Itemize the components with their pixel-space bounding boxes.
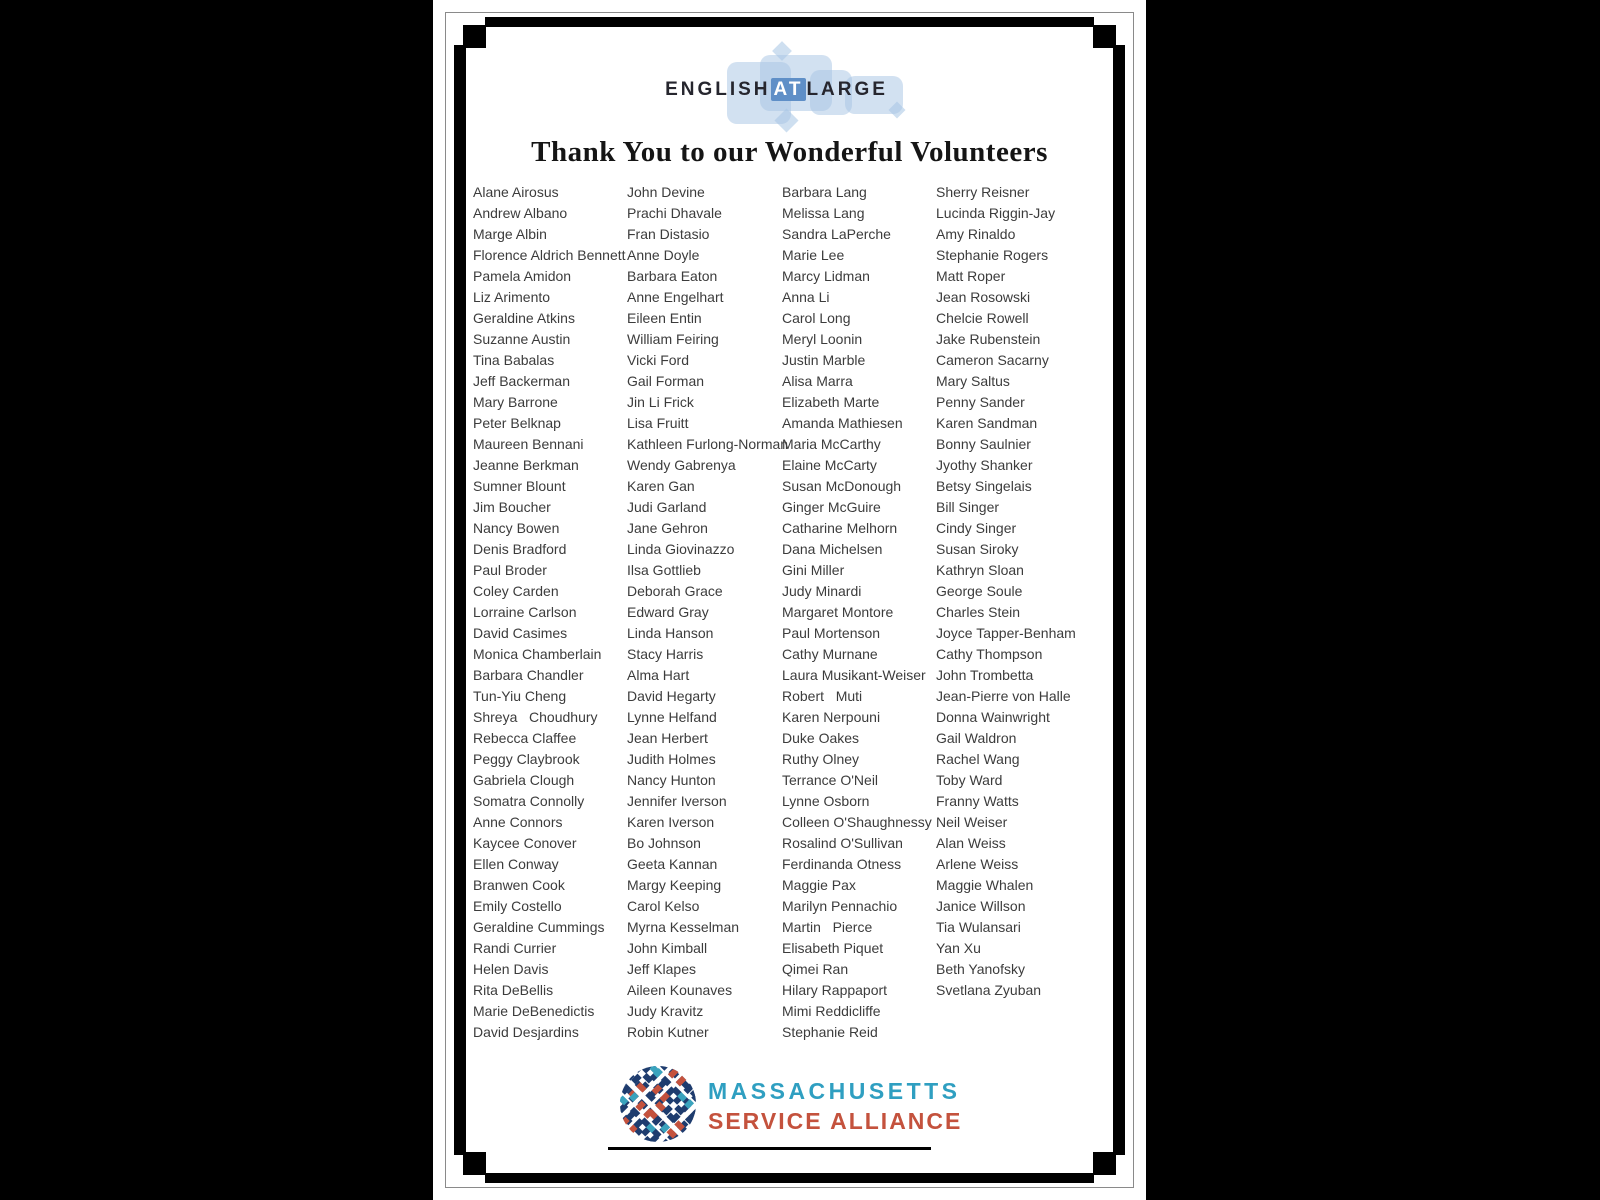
volunteer-name: Jean Herbert (627, 730, 708, 746)
volunteer-name: Nancy Hunton (627, 772, 716, 788)
volunteer-name: Yan Xu (936, 940, 981, 956)
volunteer-name: Ferdinanda Otness (782, 856, 902, 872)
volunteer-name: Tia Wulansari (936, 919, 1021, 935)
volunteer-name: Cameron Sacarny (936, 352, 1049, 368)
volunteer-name: Linda Giovinazzo (627, 541, 735, 557)
volunteer-name: Deborah Grace (627, 583, 723, 599)
volunteer-name: Coley Carden (473, 583, 559, 599)
volunteer-name: Liz Arimento (473, 289, 551, 305)
volunteer-name: Jake Rubenstein (936, 331, 1041, 347)
volunteer-name: Alane Airosus (473, 184, 559, 200)
volunteer-name: Jean-Pierre von Halle (936, 688, 1071, 704)
volunteer-name: Barbara Chandler (473, 667, 584, 683)
volunteer-name: Anne Connors (473, 814, 563, 830)
volunteer-name: Judi Garland (627, 499, 707, 515)
volunteer-name: Bill Singer (936, 499, 1000, 515)
volunteer-name: Franny Watts (936, 793, 1019, 809)
volunteer-name: Qimei Ran (782, 961, 849, 977)
volunteer-name: Jin Li Frick (627, 394, 694, 410)
volunteer-name: Robert Muti (782, 688, 863, 704)
volunteer-name: Myrna Kesselman (627, 919, 740, 935)
volunteer-column-2 (627, 182, 789, 1043)
volunteer-name: Maggie Whalen (936, 877, 1034, 893)
volunteer-name: Arlene Weiss (936, 856, 1019, 872)
volunteer-name: Svetlana Zyuban (936, 982, 1042, 998)
volunteer-name: Kathleen Furlong-Norman (627, 436, 789, 452)
volunteer-name: Rosalind O'Sullivan (782, 835, 903, 851)
volunteer-name: Colleen O'Shaughnessy (782, 814, 932, 830)
volunteer-name: Dana Michelsen (782, 541, 883, 557)
volunteer-name: Marie DeBenedictis (473, 1003, 595, 1019)
eal-large-text: LARGE (806, 79, 888, 100)
volunteer-name: Laura Musikant-Weiser (782, 667, 926, 683)
volunteer-name: Charles Stein (936, 604, 1021, 620)
volunteer-name: Ruthy Olney (782, 751, 860, 767)
volunteer-name: Stephanie Rogers (936, 247, 1049, 263)
volunteer-name: Jane Gehron (627, 520, 708, 536)
volunteer-name: Matt Roper (936, 268, 1006, 284)
volunteer-name: Karen Iverson (627, 814, 715, 830)
volunteer-name: Eileen Entin (627, 310, 702, 326)
volunteer-name: Amy Rinaldo (936, 226, 1016, 242)
volunteer-name: Geraldine Atkins (473, 310, 575, 326)
volunteer-name: Penny Sander (936, 394, 1025, 410)
volunteer-name: Karen Sandman (936, 415, 1038, 431)
volunteer-name: Stacy Harris (627, 646, 704, 662)
volunteer-name: Alisa Marra (782, 373, 853, 389)
volunteer-name: Carol Long (782, 310, 851, 326)
volunteer-column-1 (473, 182, 628, 1043)
volunteer-name: Susan McDonough (782, 478, 902, 494)
frame-bar-right (1113, 45, 1125, 1155)
volunteer-name: Emily Costello (473, 898, 562, 914)
volunteer-name: Rachel Wang (936, 751, 1020, 767)
volunteer-name: Mary Saltus (936, 373, 1010, 389)
volunteer-name: Maria McCarthy (782, 436, 881, 452)
volunteer-name: Randi Currier (473, 940, 557, 956)
volunteer-name: Robin Kutner (627, 1024, 709, 1040)
volunteer-name: Lucinda Riggin-Jay (936, 205, 1056, 221)
volunteer-name: Jim Boucher (473, 499, 551, 515)
volunteer-name: Jennifer Iverson (627, 793, 727, 809)
volunteer-column-4 (936, 182, 1091, 1001)
volunteer-name: Marie Lee (782, 247, 845, 263)
volunteer-name: Judy Minardi (782, 583, 862, 599)
eal-at-chip: AT (771, 78, 807, 101)
volunteer-name: Sandra LaPerche (782, 226, 891, 242)
volunteer-name: Lisa Fruitt (627, 415, 689, 431)
frame-bar-bottom (485, 1173, 1094, 1183)
volunteer-name: George Soule (936, 583, 1023, 599)
volunteer-name: Paul Broder (473, 562, 547, 578)
volunteer-name: Geraldine Cummings (473, 919, 605, 935)
volunteer-name: Sherry Reisner (936, 184, 1030, 200)
volunteer-name: Carol Kelso (627, 898, 700, 914)
volunteer-name: Wendy Gabrenya (627, 457, 736, 473)
frame-corner-bottom-right (1093, 1152, 1116, 1175)
eal-english-text: ENGLISH (665, 79, 771, 100)
volunteer-name: Sumner Blount (473, 478, 566, 494)
volunteer-name: Helen Davis (473, 961, 549, 977)
volunteer-column-3 (782, 182, 937, 1043)
volunteer-name: Bo Johnson (627, 835, 701, 851)
volunteer-name: Joyce Tapper-Benham (936, 625, 1076, 641)
volunteer-name: Neil Weiser (936, 814, 1008, 830)
volunteer-name: William Feiring (627, 331, 719, 347)
volunteer-name: Meryl Loonin (782, 331, 863, 347)
volunteer-name: Donna Wainwright (936, 709, 1050, 725)
volunteer-name: Maggie Pax (782, 877, 856, 893)
volunteer-name: Cindy Singer (936, 520, 1017, 536)
volunteer-name: Gabriela Clough (473, 772, 575, 788)
volunteer-name: Florence Aldrich Bennett (473, 247, 626, 263)
volunteer-name: Elaine McCarty (782, 457, 877, 473)
volunteer-name: Lynne Helfand (627, 709, 717, 725)
volunteer-name: Suzanne Austin (473, 331, 571, 347)
msa-service-alliance-text: SERVICE ALLIANCE (708, 1108, 963, 1134)
volunteer-name: Marcy Lidman (782, 268, 870, 284)
volunteer-name: Gini Miller (782, 562, 845, 578)
volunteer-name: Paul Mortenson (782, 625, 881, 641)
volunteer-name: Stephanie Reid (782, 1024, 878, 1040)
volunteer-name: Betsy Singelais (936, 478, 1032, 494)
msa-wordmark (708, 1064, 962, 1135)
volunteer-name: Jyothy Shanker (936, 457, 1033, 473)
volunteer-name: Tina Babalas (473, 352, 555, 368)
volunteer-name: Gail Waldron (936, 730, 1017, 746)
volunteer-name: Rita DeBellis (473, 982, 554, 998)
volunteer-name: Ellen Conway (473, 856, 559, 872)
english-at-large-logo (433, 0, 1146, 150)
volunteer-name: Alan Weiss (936, 835, 1006, 851)
volunteer-name: Anne Engelhart (627, 289, 724, 305)
volunteer-name: Ginger McGuire (782, 499, 881, 515)
volunteer-name: Tun-Yiu Cheng (473, 688, 567, 704)
volunteer-name: Martin Pierce (782, 919, 873, 935)
volunteer-name: Judy Kravitz (627, 1003, 704, 1019)
volunteer-name: Hilary Rappaport (782, 982, 888, 998)
volunteer-name: Gail Forman (627, 373, 705, 389)
volunteer-name: Margaret Montore (782, 604, 894, 620)
volunteer-name: Peter Belknap (473, 415, 561, 431)
page-title: Thank You to our Wonderful Volunteers (531, 136, 1048, 168)
volunteer-name: David Hegarty (627, 688, 716, 704)
volunteer-name: Maureen Bennani (473, 436, 584, 452)
volunteer-name: Shreya Choudhury (473, 709, 598, 725)
volunteer-name: Karen Gan (627, 478, 695, 494)
english-at-large-wordmark (420, 79, 1133, 101)
massachusetts-service-alliance-logo (618, 1064, 962, 1144)
volunteer-name: Vicki Ford (627, 352, 689, 368)
volunteer-name: Beth Yanofsky (936, 961, 1025, 977)
volunteer-name: Alma Hart (627, 667, 690, 683)
volunteer-name: Jean Rosowski (936, 289, 1031, 305)
volunteer-name: Melissa Lang (782, 205, 865, 221)
volunteer-name: Monica Chamberlain (473, 646, 602, 662)
volunteer-name: David Desjardins (473, 1024, 579, 1040)
volunteer-name: Andrew Albano (473, 205, 568, 221)
volunteer-name: Nancy Bowen (473, 520, 560, 536)
volunteer-name: Judith Holmes (627, 751, 716, 767)
volunteer-name: Rebecca Claffee (473, 730, 577, 746)
volunteer-name: Justin Marble (782, 352, 866, 368)
volunteer-name: Aileen Kounaves (627, 982, 733, 998)
volunteer-name: Marilyn Pennachio (782, 898, 898, 914)
volunteer-name: John Trombetta (936, 667, 1034, 683)
volunteer-name: Margy Keeping (627, 877, 722, 893)
volunteer-name: Anne Doyle (627, 247, 700, 263)
volunteer-name: Cathy Murnane (782, 646, 878, 662)
volunteer-name: Susan Siroky (936, 541, 1019, 557)
volunteer-name: Pamela Amidon (473, 268, 572, 284)
volunteer-name: David Casimes (473, 625, 568, 641)
volunteer-name: Chelcie Rowell (936, 310, 1029, 326)
volunteer-name: Catharine Melhorn (782, 520, 898, 536)
volunteer-name: Somatra Connolly (473, 793, 585, 809)
volunteer-name: Jeff Backerman (473, 373, 571, 389)
volunteer-name: John Kimball (627, 940, 708, 956)
volunteer-name: Jeff Klapes (627, 961, 697, 977)
volunteer-name: Barbara Eaton (627, 268, 718, 284)
volunteer-name: Marge Albin (473, 226, 547, 242)
volunteer-name: Toby Ward (936, 772, 1003, 788)
volunteer-name: John Devine (627, 184, 705, 200)
volunteer-name: Janice Willson (936, 898, 1026, 914)
volunteer-name: Jeanne Berkman (473, 457, 579, 473)
frame-corner-bottom-left (463, 1152, 486, 1175)
volunteer-name: Lorraine Carlson (473, 604, 577, 620)
volunteer-name: Amanda Mathiesen (782, 415, 903, 431)
msa-massachusetts-text: MASSACHUSETTS (708, 1078, 961, 1104)
volunteer-name: Elizabeth Marte (782, 394, 880, 410)
volunteer-name: Peggy Claybrook (473, 751, 580, 767)
volunteer-name: Geeta Kannan (627, 856, 718, 872)
volunteer-name: Elisabeth Piquet (782, 940, 884, 956)
certificate-page (433, 0, 1146, 1200)
volunteer-name: Mary Barrone (473, 394, 558, 410)
volunteer-name: Karen Nerpouni (782, 709, 881, 725)
volunteer-name: Branwen Cook (473, 877, 565, 893)
volunteer-name: Mimi Reddicliffe (782, 1003, 881, 1019)
volunteer-name: Anna Li (782, 289, 830, 305)
volunteer-name: Terrance O'Neil (782, 772, 879, 788)
msa-weave-icon (618, 1064, 698, 1144)
frame-bar-left (454, 45, 466, 1155)
volunteer-name: Linda Hanson (627, 625, 714, 641)
volunteer-name: Kathryn Sloan (936, 562, 1024, 578)
volunteer-name: Lynne Osborn (782, 793, 870, 809)
volunteer-name: Barbara Lang (782, 184, 867, 200)
volunteer-name: Bonny Saulnier (936, 436, 1031, 452)
volunteer-name: Duke Oakes (782, 730, 860, 746)
volunteer-name: Ilsa Gottlieb (627, 562, 701, 578)
volunteer-name: Edward Gray (627, 604, 709, 620)
volunteer-name: Cathy Thompson (936, 646, 1043, 662)
volunteer-name: Fran Distasio (627, 226, 710, 242)
volunteer-name: Kaycee Conover (473, 835, 577, 851)
volunteer-name: Denis Bradford (473, 541, 567, 557)
footer-rule (608, 1147, 931, 1150)
volunteer-name: Prachi Dhavale (627, 205, 722, 221)
